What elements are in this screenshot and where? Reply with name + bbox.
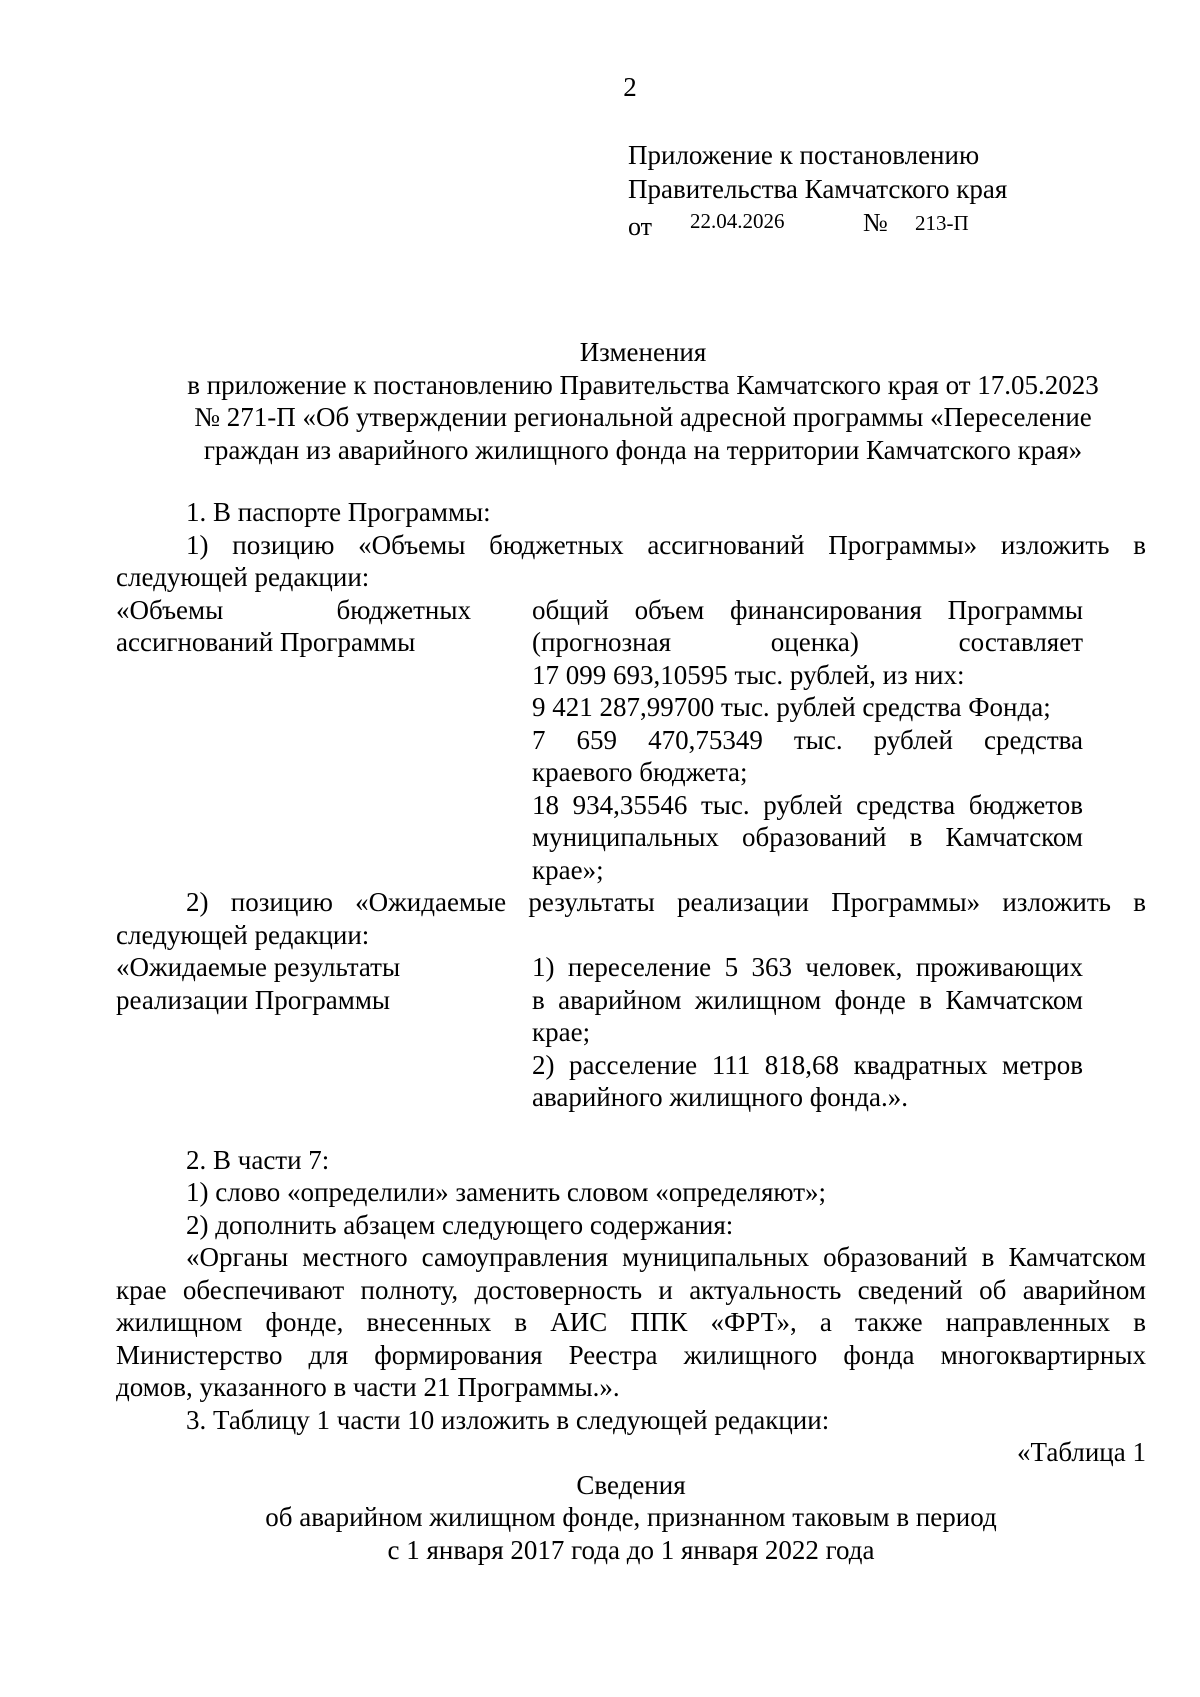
section-2-heading: 2. В части 7: (186, 1144, 330, 1175)
document-body (116, 336, 1146, 1566)
results-position-value: 1) переселение 5 363 человек, проживающих в аварийном жилищном фонде в Камчатском крае; 2) расселение 111 818,68 квадратных метров аварийного жилищного фонда.». (532, 952, 1083, 1112)
results-position-label: «Ожидаемые результаты реализации Программы (116, 952, 401, 1015)
title-line-1: в приложение к постановлению Правительства Камчатского края от 17.05.2023 (187, 369, 1099, 400)
table-subtitle-1: об аварийном жилищном фонде, признанном таковым в период (265, 1502, 997, 1532)
resolution-number: 213-П (915, 211, 969, 235)
table-title: Сведения (576, 1469, 686, 1500)
document-title (128, 336, 1158, 466)
section-2-item-2: 2) дополнить абзацем следующего содержания: (186, 1209, 734, 1240)
table-label: «Таблица 1 (1017, 1437, 1146, 1467)
section-2-paragraph: «Органы местного самоуправления муниципальных образований в Камчатском крае обеспечивают полноту, достоверность и актуальность сведений об аварийном жилищном фонде, внесенных в АИС ППК «ФРТ», а также направленных в Министерство для формирования Реестра жилищного фонда многоквартирных домов, указанного в части 21 Программы.». (116, 1242, 1146, 1402)
section-1-item-1: 1) позицию «Объемы бюджетных ассигнований Программы» изложить в (186, 529, 1146, 560)
title-heading: Изменения (579, 337, 707, 367)
section-1-item-2-cont: следующей редакции: (116, 919, 370, 950)
appendix-header (628, 138, 1088, 240)
results-position (116, 951, 1146, 1114)
title-line-3: граждан из аварийного жилищного фонда на территории Камчатского края» (203, 434, 1083, 465)
title-line-2: № 271-П «Об утверждении региональной адресной программы «Переселение (194, 402, 1092, 432)
appendix-line-1: Приложение к постановлению (628, 140, 980, 170)
table-subtitle-2: с 1 января 2017 года до 1 января 2022 года (387, 1534, 875, 1565)
budget-position-label: «Объемы бюджетных ассигнований Программы (116, 594, 471, 657)
budget-position (116, 594, 1146, 887)
section-2-item-1: 1) слово «определили» заменить словом «определяют»; (186, 1177, 827, 1207)
appendix-line-2: Правительства Камчатского края (628, 174, 1008, 204)
number-sign: № (863, 208, 888, 237)
section-1-heading: 1. В паспорте Программы: (186, 497, 491, 527)
section-1-item-2: 2) позицию «Ожидаемые результаты реализации Программы» изложить в (186, 887, 1146, 917)
section-1-item-1-cont: следующей редакции: (116, 562, 370, 592)
resolution-date: 22.04.2026 (690, 209, 785, 233)
budget-position-value: общий объем финансирования Программы (прогнозная оценка) составляет 17 099 693,10595 тыс. рублей, из них: 9 421 287,99700 тыс. рублей средства Фонда; 7 659 470,75349 тыс. рублей средства краевого бюджета; 18 934,35546 тыс. рублей средства бюджетов муниципальных образований в Камчатском крае»; (532, 594, 1083, 885)
ot-label: от (628, 212, 653, 241)
section-3-heading: 3. Таблицу 1 части 10 изложить в следующей редакции: (186, 1404, 830, 1435)
approval-line (628, 206, 1088, 240)
page-number: 2 (623, 72, 637, 102)
